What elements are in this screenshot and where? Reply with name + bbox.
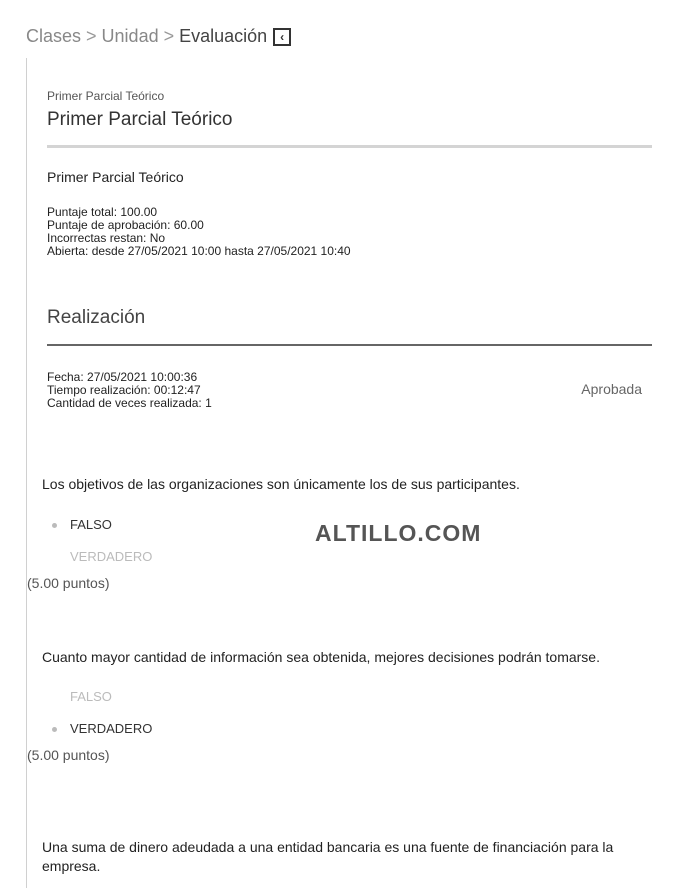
section-divider	[47, 344, 652, 346]
attempt-duration: Tiempo realización: 00:12:47	[47, 383, 201, 397]
option-label: FALSO	[70, 517, 112, 532]
question-points: (5.00 puntos)	[27, 747, 110, 763]
breadcrumb-item-clases[interactable]: Clases	[26, 26, 82, 46]
question-text: Cuanto mayor cantidad de información sea obtenida, mejores decisiones podrán tomarse.	[42, 649, 600, 665]
question-text: Los objetivos de las organizaciones son únicamente los de sus participantes.	[42, 476, 520, 492]
watermark: ALTILLO.COM	[315, 520, 482, 546]
evaluation-info	[47, 206, 351, 258]
breadcrumb-item-evaluacion: Evaluación	[179, 26, 268, 46]
attempt-date: Fecha: 27/05/2021 10:00:36	[47, 370, 198, 384]
header-subtitle: Primer Parcial Teórico	[47, 89, 165, 103]
evaluation-panel	[26, 58, 687, 888]
option-verdadero	[42, 713, 622, 745]
status-badge: Aprobada	[581, 381, 642, 397]
attempt-details	[47, 371, 212, 410]
bullet-icon	[52, 727, 57, 732]
collapse-left-icon[interactable]: ‹	[273, 28, 291, 46]
bullet-icon	[52, 523, 57, 528]
question-points: (5.00 puntos)	[27, 575, 110, 591]
question-3	[42, 838, 622, 876]
page-title: Primer Parcial Teórico	[47, 109, 233, 130]
attempt-count: Cantidad de veces realizada: 1	[47, 396, 212, 410]
option-falso	[42, 681, 622, 713]
section-title-realizacion: Realización	[47, 307, 146, 328]
option-label: VERDADERO	[70, 721, 153, 736]
option-label: VERDADERO	[70, 549, 153, 564]
info-total-score: Puntaje total: 100.00	[47, 205, 158, 219]
breadcrumb	[26, 26, 291, 47]
question-text: Una suma de dinero adeudada a una entidad bancaria es una fuente de financiación para la empresa.	[42, 839, 614, 874]
option-label: FALSO	[70, 689, 112, 704]
question-2	[27, 648, 622, 765]
info-pass-score: Puntaje de aprobación: 60.00	[47, 218, 204, 232]
breadcrumb-separator: >	[163, 26, 175, 46]
breadcrumb-item-unidad[interactable]: Unidad	[101, 26, 159, 46]
evaluation-name: Primer Parcial Teórico	[47, 169, 184, 185]
info-incorrect-subtract: Incorrectas restan: No	[47, 231, 166, 245]
header-divider	[47, 145, 652, 148]
info-open-period: Abierta: desde 27/05/2021 10:00 hasta 27/05/2021 10:40	[47, 244, 351, 258]
breadcrumb-separator: >	[86, 26, 97, 46]
